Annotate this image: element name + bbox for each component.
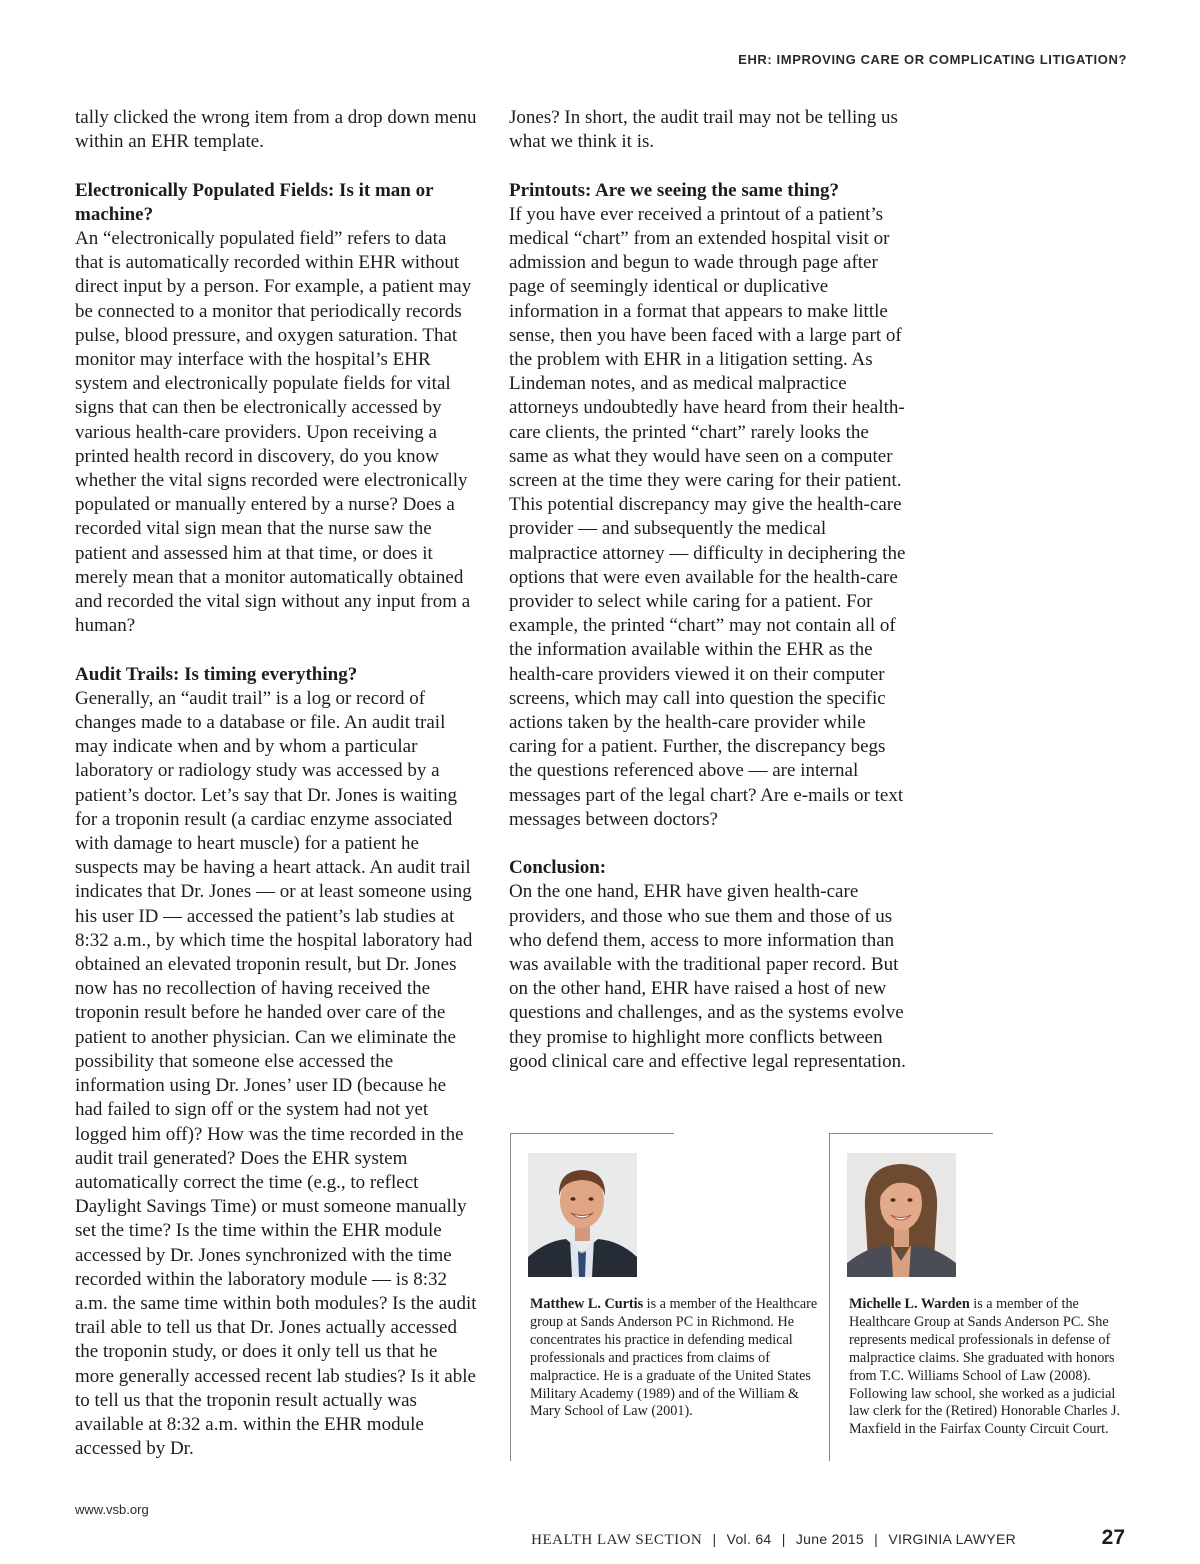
section-heading-audit-trails: Audit Trails: Is timing everything? <box>75 663 358 685</box>
footer-website-link[interactable]: www.vsb.org <box>75 1502 149 1517</box>
author-bio-curtis <box>510 1133 818 1461</box>
section-heading-conclusion: Conclusion: <box>509 857 607 879</box>
running-header: EHR: IMPROVING CARE OR COMPLICATING LITIGATION? <box>738 52 1127 67</box>
author-name-warden: Michelle L. Warden <box>849 1296 970 1312</box>
section-heading-printouts: Printouts: Are we seeing the same thing? <box>509 179 840 201</box>
section-body-printouts: If you have ever received a printout of a patient’s medical “chart” from an extended hospital visit or admission and begun to wade through page after page of seemingly identical or duplicative information in a format that appears to make little sense, then you have been faced with a large part of the problem with EHR in a litigation setting. As Lindeman notes, and as medical malpractice attorneys undoubtedly have heard from their health-care clients, the printed “chart” rarely looks the same as what they would have seen on a computer screen at the time they were caring for their patient. This potential discrepancy may give the health-care provider — and subsequently the medical malpractice attorney — difficulty in deciphering the options that were even available for the health-care provider to select while caring for a patient. For example, the printed “chart” may not contain all of the information available within the EHR as the health-care providers viewed it on their computer screens, which may call into question the specific actions taken by the health-care provider while caring for a patient. Further, the discrepancy begs the questions referenced above — are internal messages part of the legal chart? Are e-mails or text messages between doctors? <box>509 203 906 830</box>
author-description-warden: is a member of the Healthcare Group at Sands Anderson PC. She represents medical professionals in defense of malpractice claims. She graduated with honors from T.C. Williams School of Law (2008). Following law school, she worked as a judicial law clerk for the (Retired) Honorable Charles J. Maxfield in the Fairfax County Circuit Court. <box>849 1296 1121 1438</box>
page-number: 27 <box>1101 1526 1125 1549</box>
footer-publication: VIRGINIA LAWYER <box>888 1531 1016 1547</box>
section-heading-populated-fields: Electronically Populated Fields: Is it man or machine? <box>75 179 434 225</box>
right-column <box>509 106 911 1074</box>
footer-publication-info <box>531 1531 1016 1549</box>
right-intro-text: Jones? In short, the audit trail may not be telling us what we think it is. <box>509 107 898 153</box>
author-bio-warden <box>829 1133 1130 1461</box>
author-photo-curtis <box>528 1153 637 1277</box>
author-bio-text-curtis <box>530 1296 820 1421</box>
author-name-curtis: Matthew L. Curtis <box>530 1296 644 1312</box>
footer-separator: | <box>712 1531 717 1547</box>
author-photo-warden <box>847 1153 956 1277</box>
footer-separator: | <box>781 1531 786 1547</box>
footer-volume: Vol. 64 <box>726 1531 772 1547</box>
author-bio-text-warden <box>849 1296 1139 1439</box>
footer-separator: | <box>874 1531 879 1547</box>
footer-date: June 2015 <box>795 1531 864 1547</box>
left-intro-text: tally clicked the wrong item from a drop down menu within an EHR template. <box>75 107 477 153</box>
section-body-populated-fields: An “electronically populated field” refers to data that is automatically recorded within EHR without direct input by a person. For example, a patient may be connected to a monitor that periodically records pulse, blood pressure, and oxygen saturation. That monitor may interface with the hospital’s EHR system and electronically populate fields for vital signs that can then be electronically accessed by various health-care providers. Upon receiving a printed health record in discovery, do you know whether the vital signs recorded were electronically populated or manually entered by a nurse? Does a recorded vital sign mean that the nurse saw the patient and assessed him at that time, or does it merely mean that a monitor automatically obtained and recorded the vital sign without any input from a human? <box>75 228 472 637</box>
footer-section-name: HEALTH LAW SECTION <box>531 1532 703 1548</box>
author-description-curtis: is a member of the Healthcare group at Sands Anderson PC in Richmond. He concentrates his practice in defending medical professionals and practices from claims of malpractice. He is a graduate of the United States Military Academy (1989) and of the William & Mary School of Law (2001). <box>530 1296 818 1420</box>
section-body-conclusion: On the one hand, EHR have given health-care providers, and those who sue them and those of us who defend them, access to more information than was available with the traditional paper record. But on the other hand, EHR have raised a host of new questions and challenges, and as the systems evolve they promise to highlight more conflicts between good clinical care and effective legal representation. <box>509 881 906 1072</box>
left-column <box>75 106 477 1461</box>
section-body-audit-trails: Generally, an “audit trail” is a log or record of changes made to a database or file. An audit trail may indicate when and by whom a particular laboratory or radiology study was accessed by a patient’s doctor. Let’s say that Dr. Jones is waiting for a troponin result (a cardiac enzyme associated with damage to heart muscle) for a patient he suspects may be having a heart attack. An audit trail indicates that Dr. Jones — or at least someone using his user ID — accessed the patient’s lab studies at 8:32 a.m., by which time the hospital laboratory had obtained an elevated troponin result, but Dr. Jones now has no recollection of having received the troponin result before he handed over care of the patient to another physician. Can we eliminate the possibility that someone else accessed the information using Dr. Jones’ user ID (because he had failed to sign off or the system had not yet logged him off)? How was the time recorded in the audit trail generated? Does the EHR system automatically correct the time (e.g., to reflect Daylight Savings Time) or must someone manually set the time? Is the time within the EHR module accessed by Dr. Jones synchronized with the time recorded within the laboratory module — is 8:32 a.m. the same time within both modules? Is the audit trail able to tell us that Dr. Jones actually accessed the troponin study, or does it only tell us that he more generally accessed recent lab studies? Is it able to tell us that the troponin result actually was available at 8:32 a.m. within the EHR module accessed by Dr. <box>75 687 477 1460</box>
